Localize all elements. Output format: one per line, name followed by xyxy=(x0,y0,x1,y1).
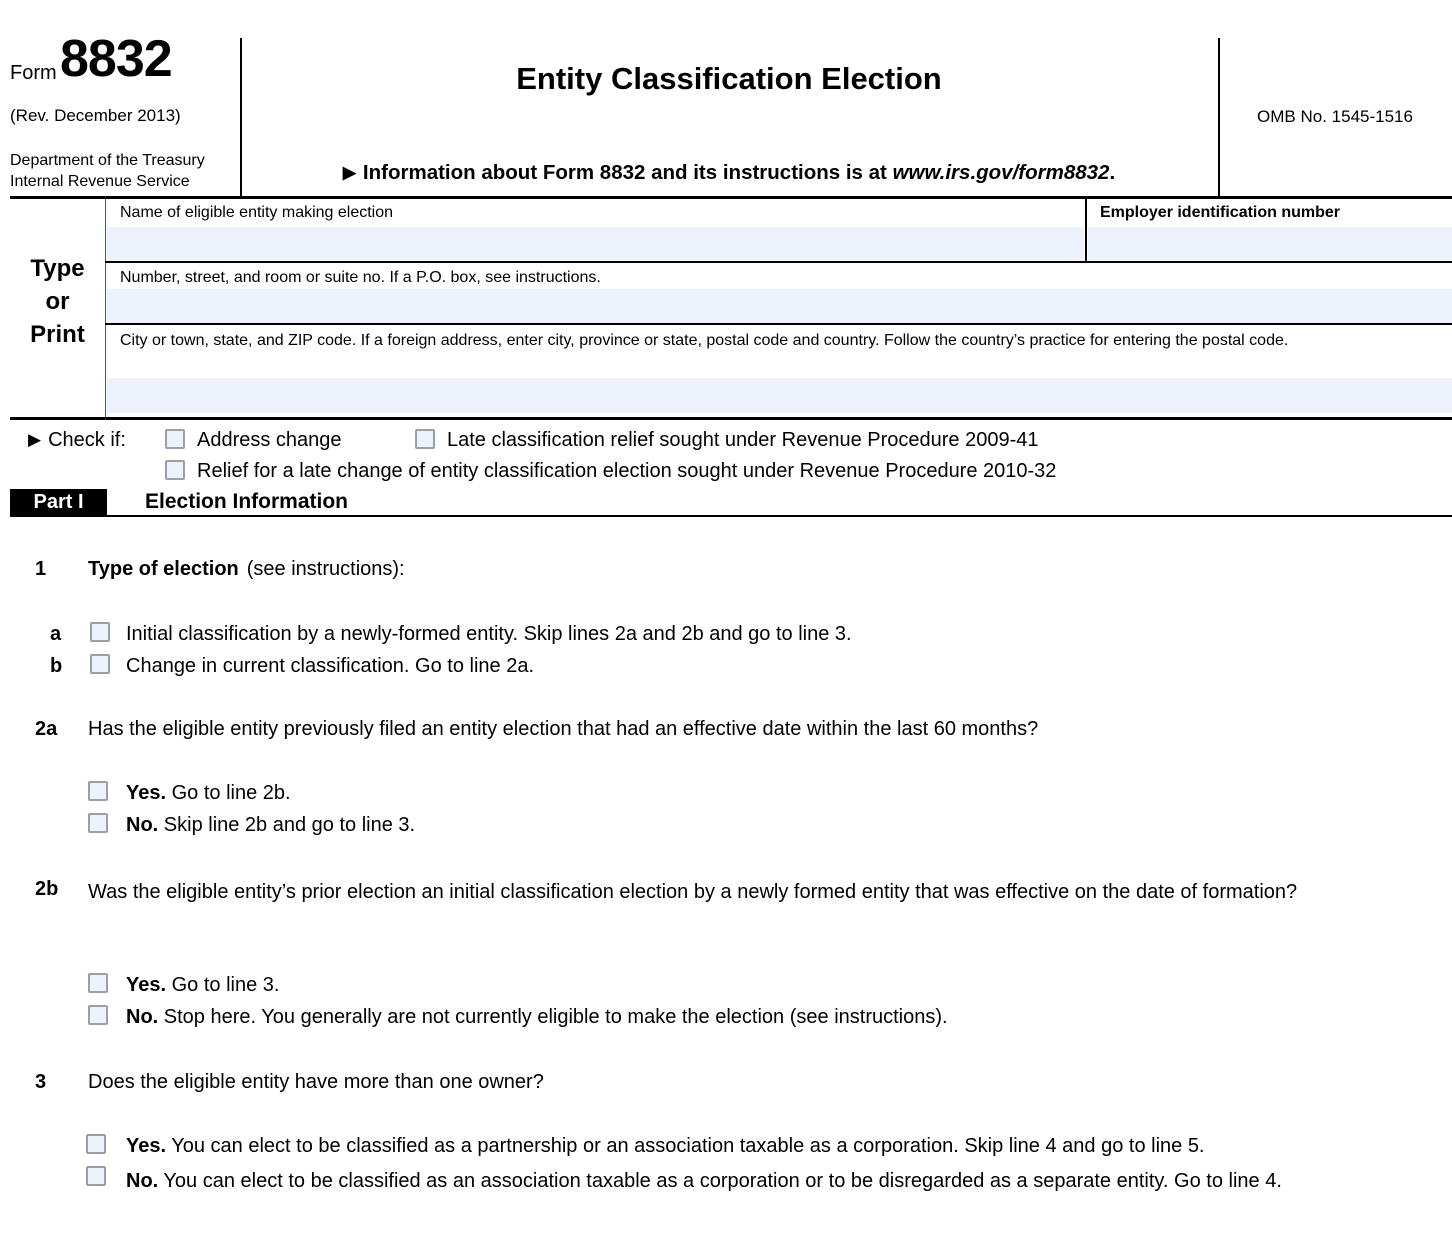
type-or-print-label: Type or Print xyxy=(30,255,85,348)
entity-name-input[interactable] xyxy=(107,227,1084,261)
line2b-no-text: No. Stop here. You generally are not currently eligible to make the election (see instructions). xyxy=(126,1006,948,1028)
street-label: Number, street, and room or suite no. If a P.O. box, see instructions. xyxy=(120,269,601,286)
line1-label: Type of election (see instructions): xyxy=(88,558,405,580)
ein-input[interactable] xyxy=(1088,227,1452,261)
checkbox-3-yes[interactable] xyxy=(86,1134,106,1154)
checkbox-late-change-relief[interactable] xyxy=(165,460,185,480)
type-print-divider xyxy=(105,199,106,418)
info-period: . xyxy=(1109,161,1116,184)
city-input[interactable] xyxy=(107,378,1452,413)
row2-rule xyxy=(105,323,1452,325)
line3-no-text: No. You can elect to be classified as an association taxable as a corporation or to be disregarded as a separate entity. Go to line 4. xyxy=(126,1170,1282,1192)
right-arrow-icon: ▶ xyxy=(28,430,42,449)
line2b-question: Was the eligible entity’s prior election an initial classification election by a newly formed entity that was effective on the date of formation? xyxy=(88,881,1298,903)
irs-label: Internal Revenue Service xyxy=(10,173,190,190)
part-i-title: Election Information xyxy=(145,490,349,513)
line3-question: Does the eligible entity have more than one owner? xyxy=(88,1071,544,1093)
street-input[interactable] xyxy=(107,289,1452,323)
line2a-question: Has the eligible entity previously filed an entity election that had an effective date within the last 60 months? xyxy=(88,718,1039,740)
form-number: 8832 xyxy=(60,30,172,88)
row1-rule xyxy=(105,261,1452,263)
check-if-label: ▶ Check if: xyxy=(28,429,126,451)
city-label: City or town, state, and ZIP code. If a foreign address, enter city, province or state, postal code and country. Follow the country’s practice for entering the postal code. xyxy=(120,332,1289,349)
header-rule xyxy=(10,196,1452,199)
entity-name-label: Name of eligible entity making election xyxy=(120,204,394,221)
form-word: Form xyxy=(10,62,57,84)
checkbox-1b-change-classification[interactable] xyxy=(90,654,110,674)
part-i-badge: Part I xyxy=(10,489,107,515)
checkbox-2a-yes[interactable] xyxy=(88,781,108,801)
info-url-link[interactable]: www.irs.gov/form8832 xyxy=(892,161,1110,184)
omb-number: OMB No. 1545-1516 xyxy=(1257,107,1413,126)
line2b-yes-text: Yes. Go to line 3. xyxy=(126,974,280,996)
line2a-number: 2a xyxy=(35,718,58,740)
page-title: Entity Classification Election xyxy=(516,61,942,96)
right-arrow-icon: ▶ xyxy=(342,163,356,182)
line3-number: 3 xyxy=(35,1071,47,1093)
line1-number: 1 xyxy=(35,558,47,580)
line1b-text: Change in current classification. Go to line 2a. xyxy=(126,655,534,677)
info-text: Information about Form 8832 and its instructions is at xyxy=(362,161,893,184)
form-revision: (Rev. December 2013) xyxy=(10,106,181,125)
checkbox-2b-no[interactable] xyxy=(88,1005,108,1025)
entity-block-rule xyxy=(10,417,1452,420)
line1a-letter: a xyxy=(50,623,62,645)
checkbox-address-change[interactable] xyxy=(165,429,185,449)
checkbox-late-classification-relief[interactable] xyxy=(415,429,435,449)
late-classification-relief-label: Late classification relief sought under Revenue Procedure 2009-41 xyxy=(447,429,1039,451)
checkbox-2a-no[interactable] xyxy=(88,813,108,833)
dept-treasury-label: Department of the Treasury xyxy=(10,152,205,169)
checkbox-2b-yes[interactable] xyxy=(88,973,108,993)
line1a-text: Initial classification by a newly-formed entity. Skip lines 2a and 2b and go to line 3. xyxy=(126,623,852,645)
address-change-label: Address change xyxy=(197,429,342,451)
checkbox-3-no[interactable] xyxy=(86,1166,106,1186)
late-change-relief-label: Relief for a late change of entity classification election sought under Revenue Procedure 2010-32 xyxy=(197,460,1057,482)
line2b-number: 2b xyxy=(35,878,59,900)
line2a-yes-text: Yes. Go to line 2b. xyxy=(126,782,291,804)
checkbox-1a-initial-classification[interactable] xyxy=(90,622,110,642)
info-line xyxy=(240,161,1218,185)
line2a-no-text: No. Skip line 2b and go to line 3. xyxy=(126,814,416,836)
part-i-rule xyxy=(10,515,1452,517)
ein-label: Employer identification number xyxy=(1100,204,1341,221)
line1b-letter: b xyxy=(50,655,63,677)
line3-yes-text: Yes. You can elect to be classified as a partnership or an association taxable as a corporation. Skip line 4 and go to line 5. xyxy=(126,1135,1205,1157)
ein-column-divider xyxy=(1085,199,1087,262)
